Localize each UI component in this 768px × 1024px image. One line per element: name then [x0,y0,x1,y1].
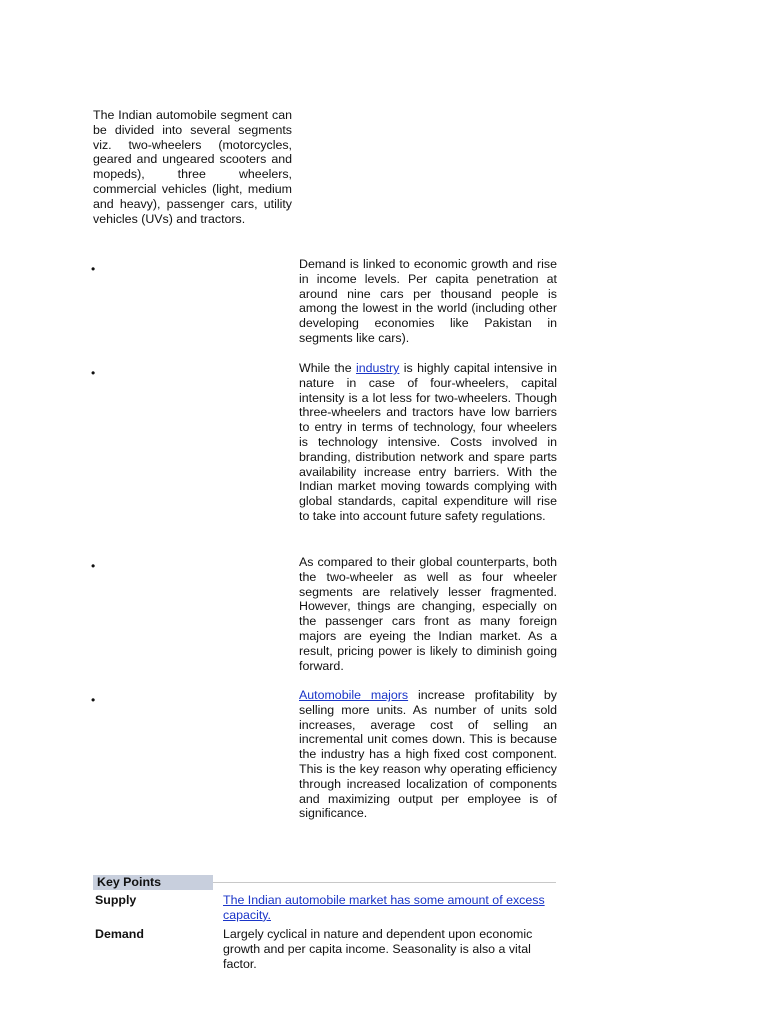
point-paragraph-fragmentation [299,555,557,673]
point-text: As compared to their global counterparts, both the two-wheeler as well as four wheeler segments are relatively lesser fragmented. However, things are changing, especially on the passenger cars front as many foreign majors are eyeing the Indian market. As a result, pricing power is likely to diminish going forward. [299,555,557,673]
point-text: Demand is linked to economic growth and rise in income levels. Per capita penetration at around nine cars per thousand people is among the lowest in the world (including other developing economies like Pakistan in segments like cars). [299,257,557,345]
key-points-divider [213,882,556,883]
point-text-after: is highly capital intensive in nature in case of four-wheelers, capital intensity is a lot less for two-wheelers. Though three-wheelers and tractors have low barriers to entry in terms of technology, four wheelers is technology intensive. Costs involved in branding, distribution network and spare parts availability increase entry barriers. With the Indian market moving towards complying with global standards, capital expenditure will rise to take into account future safety regulations. [299,361,557,523]
key-points-header: Key Points [93,875,213,890]
automobile-majors-link[interactable]: Automobile majors [299,688,409,702]
demand-label: Demand [95,927,144,941]
intro-paragraph: The Indian automobile segment can be divided into several segments viz. two-wheelers (motorcycles, geared and ungeared scooters and mopeds), three wheelers, commercial vehicles (light, medium and heavy), passenger cars, utility vehicles (UVs) and tractors. [93,108,292,226]
point-text-before: While the [299,361,356,375]
demand-value: Largely cyclical in nature and dependent upon economic growth and per capita income. Seasonality is also a vital factor. [223,927,533,971]
point-text-after: increase profitability by selling more units. As number of units sold increases, average cost of selling an incremental unit comes down. This is because the industry has a high fixed cost component. This is the key reason why operating efficiency through increased localization of components and maximizing output per employee is of significance. [299,688,557,821]
bullet-marker: • [91,366,96,380]
point-paragraph-demand [299,257,557,346]
bullet-marker: • [91,262,96,276]
supply-value [223,893,553,923]
point-paragraph-capital [299,361,557,524]
industry-link[interactable]: industry [355,361,400,375]
bullet-marker: • [91,693,96,707]
point-paragraph-profitability [299,688,557,821]
bullet-marker: • [91,559,96,573]
supply-label: Supply [95,893,137,907]
supply-link[interactable]: The Indian automobile market has some amount of excess capacity. [223,893,545,922]
